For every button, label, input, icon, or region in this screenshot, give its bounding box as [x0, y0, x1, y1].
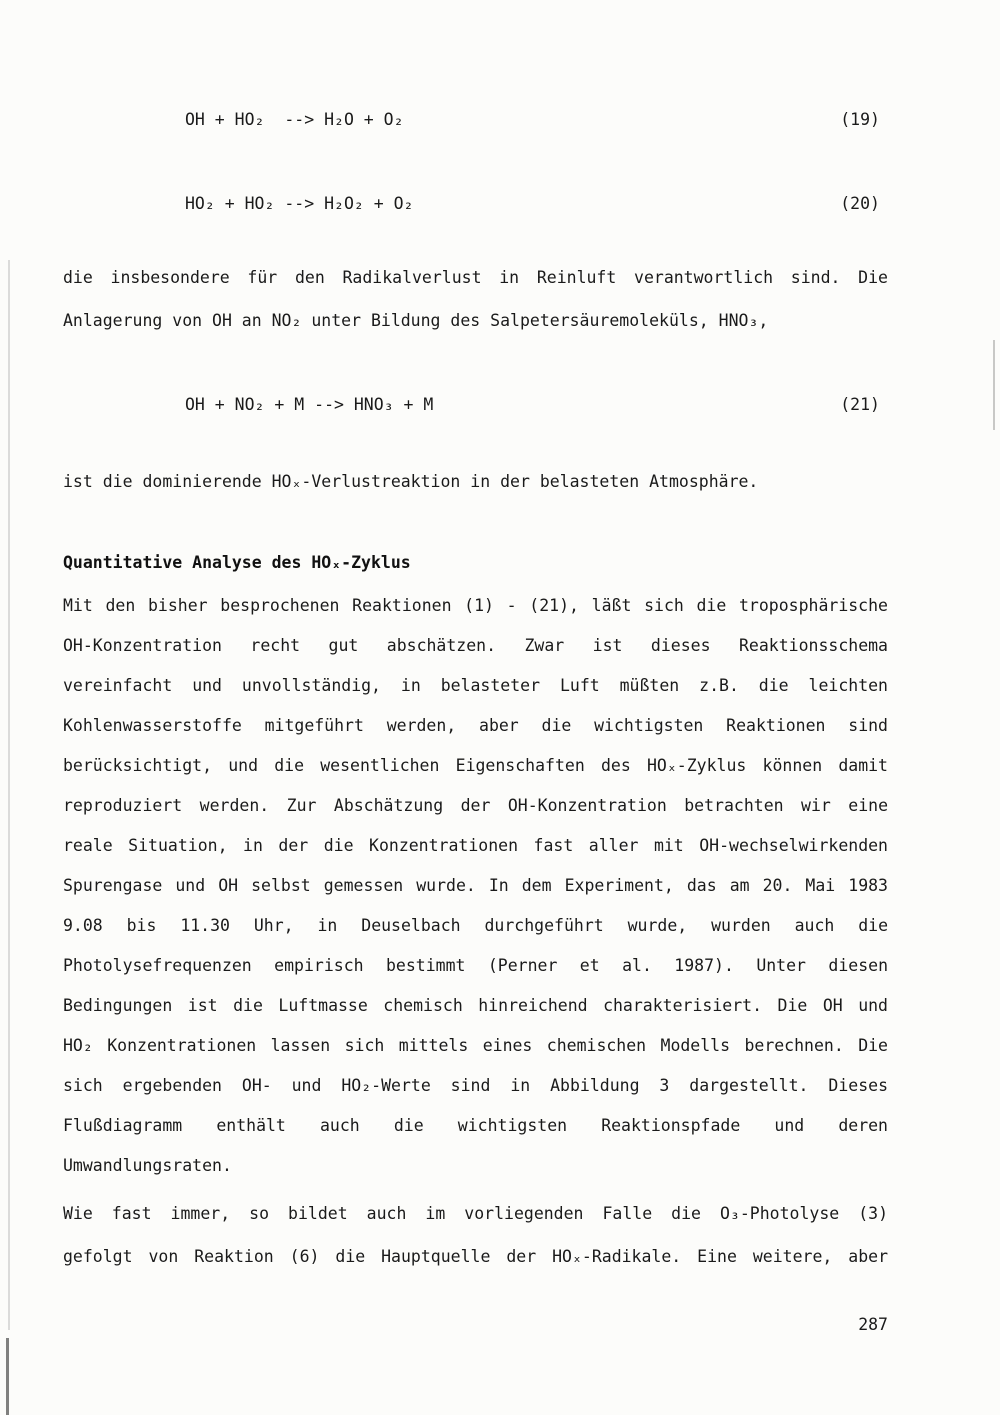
equation-21-number: (21) — [840, 395, 880, 414]
paragraph-photolyse — [63, 1192, 888, 1278]
paragraph-verlustreaktion — [63, 462, 888, 502]
equation-20-formula: HO₂ + HO₂ --> H₂O₂ + O₂ — [185, 194, 414, 213]
equation-21-formula: OH + NO₂ + M --> HNO₃ + M — [185, 395, 434, 414]
text-line: Wie fast immer, so bildet auch im vorliegenden Falle die O₃-Photolyse (3) — [63, 1204, 888, 1223]
equation-20-number: (20) — [840, 194, 880, 213]
text-line: reproduziert werden. Zur Abschätzung der OH-Konzentration betrachten wir eine — [63, 796, 888, 815]
text-line: OH-Konzentration recht gut abschätzen. Zwar ist dieses Reaktionsschema — [63, 636, 888, 655]
text-line: sich ergebenden OH- und HO₂-Werte sind in Abbildung 3 dargestellt. Dieses — [63, 1076, 888, 1095]
text-line: Umwandlungsraten. — [63, 1156, 232, 1175]
text-line: die insbesondere für den Radikalverlust in Reinluft verantwortlich sind. Die — [63, 268, 888, 287]
equation-19 — [63, 100, 888, 140]
page-number: 287 — [858, 1315, 888, 1334]
scan-artifact — [6, 1338, 9, 1415]
text-line: Kohlenwasserstoffe mitgeführt werden, aber die wichtigsten Reaktionen sind — [63, 716, 888, 735]
scan-artifact — [8, 260, 10, 1330]
equation-20 — [63, 184, 888, 224]
text-line: vereinfacht und unvollständig, in belasteter Luft müßten z.B. die leichten — [63, 676, 888, 695]
equation-19-formula: OH + HO₂ --> H₂O + O₂ — [185, 110, 404, 129]
text-line: Flußdiagramm enthält auch die wichtigsten Reaktionspfade und deren — [63, 1116, 888, 1135]
section-heading: Quantitative Analyse des HOₓ-Zyklus — [63, 553, 411, 572]
scan-artifact — [993, 340, 995, 430]
text-line: Bedingungen ist die Luftmasse chemisch hinreichend charakterisiert. Die OH und — [63, 996, 888, 1015]
text-line: berücksichtigt, und die wesentlichen Eigenschaften des HOₓ-Zyklus können damit — [63, 756, 888, 775]
text-line: Mit den bisher besprochenen Reaktionen (1) - (21), läßt sich die troposphärische — [63, 596, 888, 615]
text-line: Photolysefrequenzen empirisch bestimmt (Perner et al. 1987). Unter diesen — [63, 956, 888, 975]
text-line: reale Situation, in der die Konzentrationen fast aller mit OH-wechselwirkenden — [63, 836, 888, 855]
equation-21 — [63, 385, 888, 425]
text-line: Anlagerung von OH an NO₂ unter Bildung des Salpetersäuremoleküls, HNO₃, — [63, 311, 769, 330]
paragraph-analyse — [63, 586, 888, 1186]
equation-19-number: (19) — [840, 110, 880, 129]
paragraph-radikalverlust — [63, 256, 888, 342]
text-column — [63, 0, 888, 1415]
text-line: Spurengase und OH selbst gemessen wurde. In dem Experiment, das am 20. Mai 1983 — [63, 876, 888, 895]
text-line: ist die dominierende HOₓ-Verlustreaktion in der belasteten Atmosphäre. — [63, 472, 759, 491]
text-line: gefolgt von Reaktion (6) die Hauptquelle der HOₓ-Radikale. Eine weitere, aber — [63, 1247, 888, 1266]
text-line: 9.08 bis 11.30 Uhr, in Deuselbach durchgeführt wurde, wurden auch die — [63, 916, 888, 935]
text-line: HO₂ Konzentrationen lassen sich mittels eines chemischen Modells berechnen. Die — [63, 1036, 888, 1055]
